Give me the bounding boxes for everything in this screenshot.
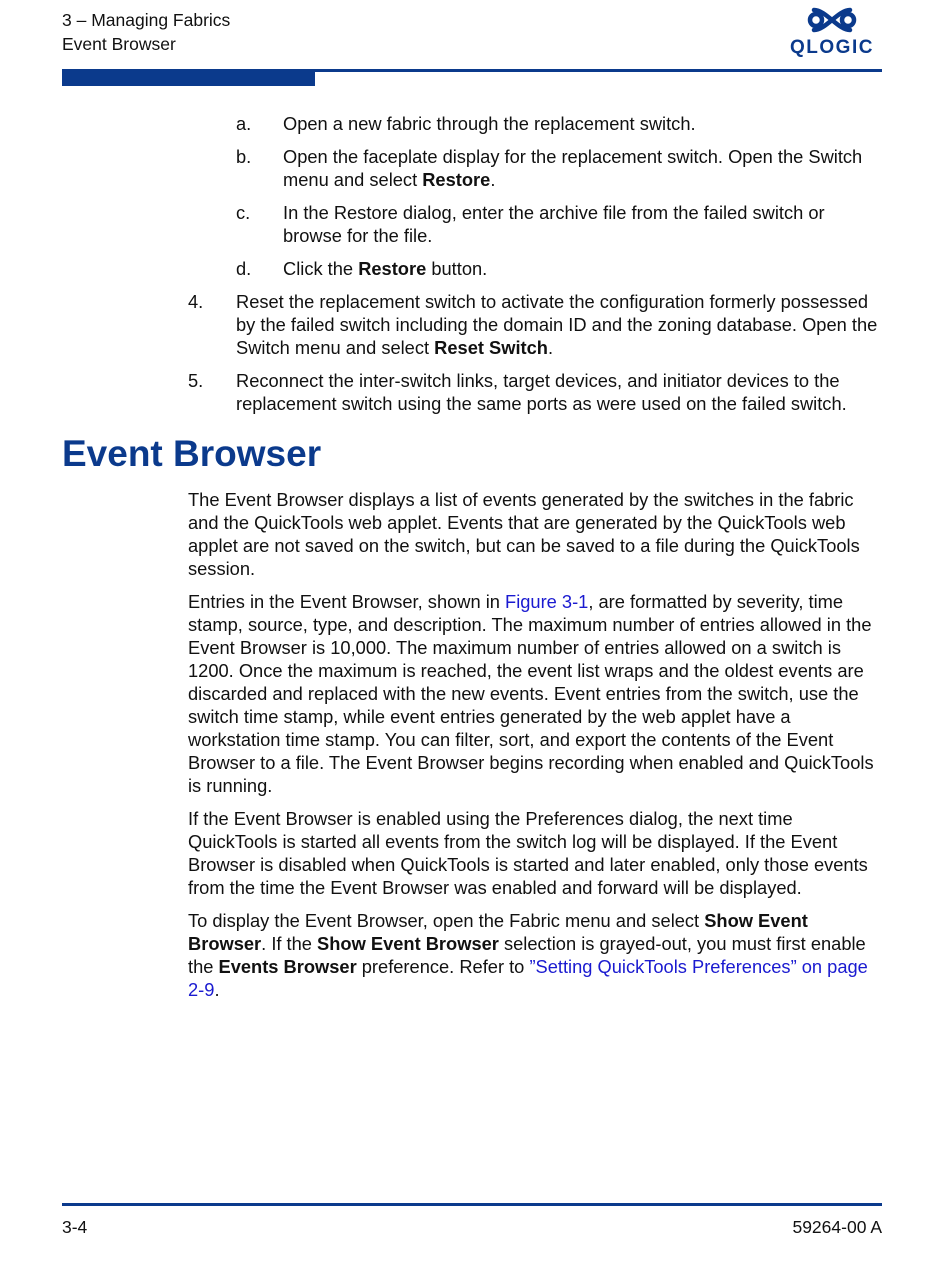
list-item [0, 112, 950, 135]
paragraph-preferences: If the Event Browser is enabled using the Preferences dialog, the next time QuickTools is started all events from the switch log will be displayed. If the Event Browser is disabled when QuickTools is started and later enabled, only those events from the time the Event Browser was enabled and forward will be displayed. [188, 808, 868, 898]
figure-link[interactable]: Figure 3-1 [505, 591, 589, 612]
qlogic-logo-mark [786, 6, 878, 36]
list-marker: a. [236, 113, 252, 134]
list-marker: c. [236, 202, 251, 223]
ui-term-show-event-browser: Show Event Browser [188, 910, 808, 954]
list-item-text: Open the faceplate display for the replacement switch. Open the Switch menu and select Restore. [283, 146, 863, 190]
section-heading: Event Browser [62, 433, 322, 474]
ui-term-reset-switch: Reset Switch [434, 337, 548, 358]
list-item [0, 290, 950, 359]
list-item [0, 369, 950, 415]
list-item-text: Click the Restore button. [283, 258, 488, 279]
logo-wordmark: QLOGIC [790, 37, 874, 58]
list-marker: 4. [188, 291, 204, 312]
qlogic-logo [786, 6, 882, 62]
ui-term-restore-button: Restore [358, 258, 427, 279]
list-item [0, 257, 950, 280]
list-item-text: In the Restore dialog, enter the archive file from the failed switch or browse for the file. [283, 202, 825, 246]
running-header-chapter: 3 – Managing Fabrics [62, 10, 231, 30]
page-body [0, 112, 950, 1011]
running-header-section: Event Browser [62, 34, 176, 54]
list-item-text: Reconnect the inter-switch links, target devices, and initiator devices to the replacement switch using the same ports as were used on the failed switch. [236, 370, 847, 414]
ui-term-events-browser: Events Browser [218, 956, 357, 977]
footer-rule [62, 1203, 882, 1206]
paragraph-entries: Entries in the Event Browser, shown in Figure 3-1, are formatted by severity, time stamp, source, type, and description. The maximum number of entries allowed in the Event Browser is 10,000. The maximum number of entries allowed on a switch is 1200. Once the maximum is reached, the event list wraps and the oldest events are discarded and replaced with the new events. Event entries from the switch, use the switch time stamp, while event entries generated by the web applet have a workstation time stamp. You can filter, sort, and export the contents of the Event Browser to a file. The Event Browser begins recording when enabled and QuickTools is running. [188, 591, 874, 796]
list-item [0, 201, 950, 247]
list-marker: 5. [188, 370, 204, 391]
page-number: 3-4 [62, 1217, 88, 1237]
cross-reference-link[interactable]: ”Setting QuickTools Preferences” on page 2-9 [188, 956, 868, 1000]
list-marker: d. [236, 258, 252, 279]
list-item-text: Open a new fabric through the replacement switch. [283, 113, 696, 134]
header-accent-bar [62, 72, 315, 86]
paragraph-intro: The Event Browser displays a list of events generated by the switches in the fabric and the QuickTools web applet. Events that are generated by the QuickTools web applet are not saved on the switch, but can be saved to a file during the QuickTools session. [188, 489, 860, 579]
ui-term-restore: Restore [422, 169, 491, 190]
ui-term-show-event-browser: Show Event Browser [317, 933, 499, 954]
list-item-text: Reset the replacement switch to activate the configuration formerly possessed by the failed switch including the domain ID and the zoning database. Open the Switch menu and select Reset Switch. [236, 291, 878, 358]
list-marker: b. [236, 146, 252, 167]
paragraph-display: To display the Event Browser, open the Fabric menu and select Show Event Browser. If the Show Event Browser selection is grayed-out, you must first enable the Events Browser preference. Refer to ”Setting QuickTools Preferences” on page 2-9. [188, 910, 868, 1000]
document-id: 59264-00 A [792, 1217, 882, 1237]
list-item [0, 145, 950, 191]
